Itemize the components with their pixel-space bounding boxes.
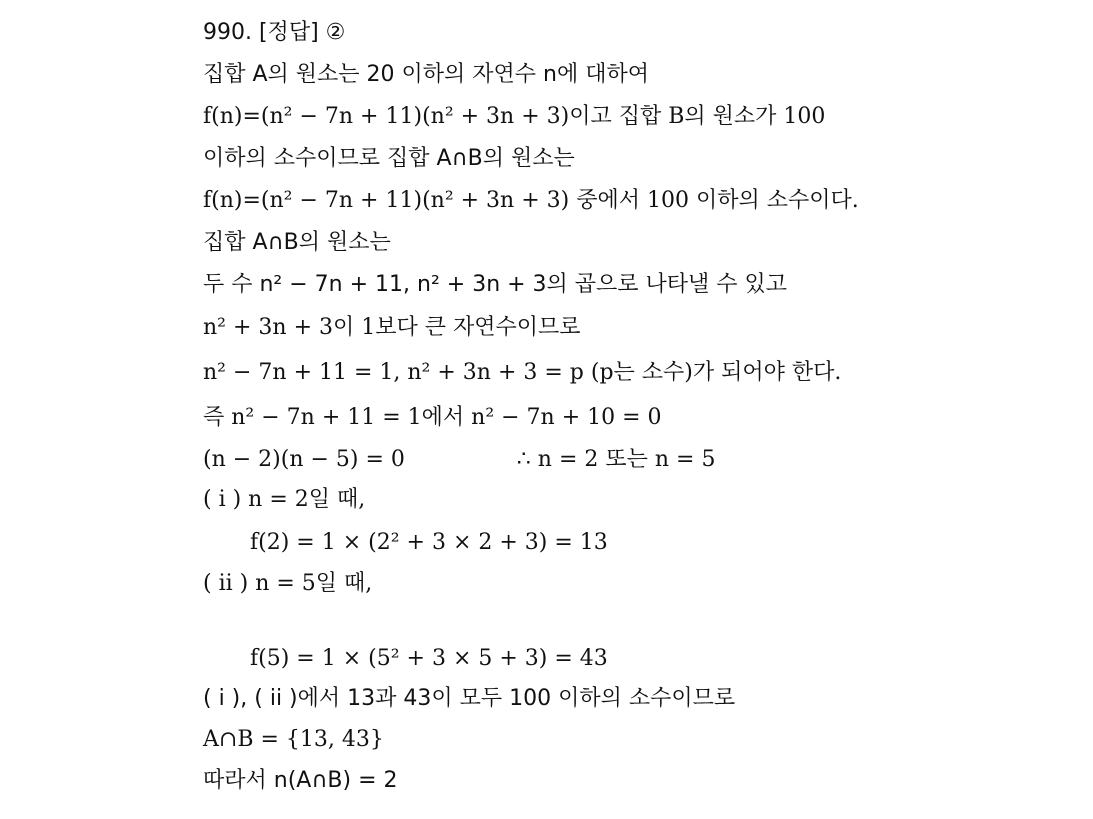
case-2-equation: f(5) = 1 × (5² + 3 × 5 + 3) = 43 [250, 646, 608, 671]
solution-line-8: n² − 7n + 11 = 1, n² + 3n + 3 = p (p는 소수)가 되어야 한다. [203, 360, 842, 385]
case-1-label: ( i ) n = 2일 때, [203, 487, 366, 512]
solution-line-9: 즉 n² − 7n + 11 = 1에서 n² − 7n + 10 = 0 [203, 405, 662, 430]
solution-line-2: f(n)=(n² − 7n + 11)(n² + 3n + 3)이고 집합 B의 원소가 100 [203, 104, 826, 129]
solution-line-16: A∩B = {13, 43} [203, 727, 384, 752]
final-answer-line: 따라서 n(A∩B) = 2 [203, 768, 398, 793]
solution-line-1: 집합 A의 원소는 20 이하의 자연수 n에 대하여 [203, 62, 649, 87]
solution-line-5: 집합 A∩B의 원소는 [203, 230, 391, 255]
solution-line-7: n² + 3n + 3이 1보다 큰 자연수이므로 [203, 315, 581, 340]
solution-line-6: 두 수 n² − 7n + 11, n² + 3n + 3의 곱으로 나타낼 수 있고 [203, 272, 788, 297]
case-1-equation: f(2) = 1 × (2² + 3 × 2 + 3) = 13 [250, 530, 608, 555]
solution-line-3: 이하의 소수이므로 집합 A∩B의 원소는 [203, 146, 575, 171]
answer-header: 990. [정답] ② [203, 20, 346, 45]
solution-line-4: f(n)=(n² − 7n + 11)(n² + 3n + 3) 중에서 100 이하의 소수이다. [203, 188, 859, 213]
solution-line-10: (n − 2)(n − 5) = 0 ∴ n = 2 또는 n = 5 [203, 447, 716, 472]
case-2-label: ( ii ) n = 5일 때, [203, 571, 373, 596]
solution-line-15: ( i ), ( ii )에서 13과 43이 모두 100 이하의 소수이므로 [203, 686, 736, 711]
